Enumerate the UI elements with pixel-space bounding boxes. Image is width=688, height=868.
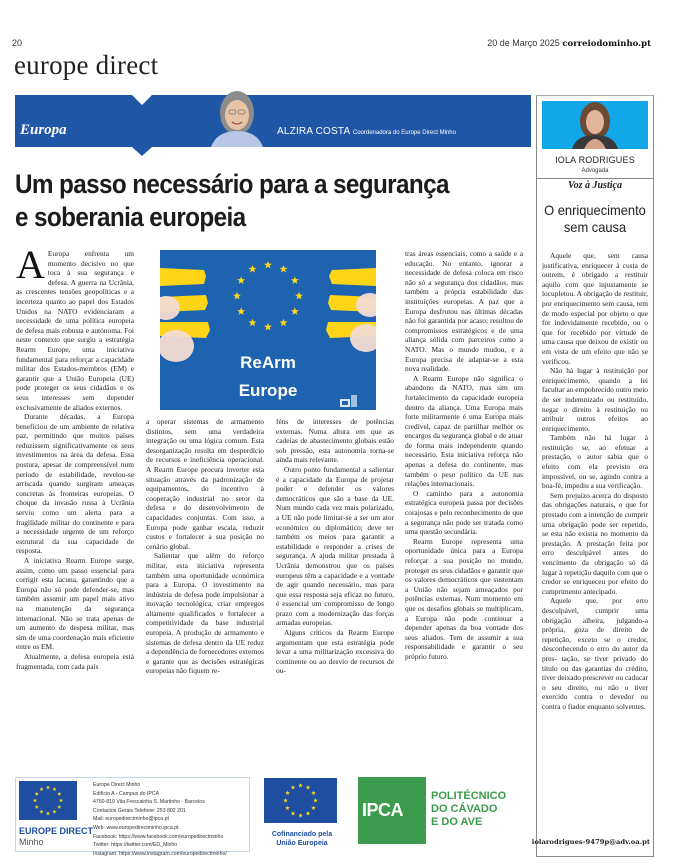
headline-line-2: e soberania europeia [15,202,246,232]
caption-line-2: União Europeia [276,840,328,847]
section-title: europe direct [14,50,159,80]
europe-direct-brand [19,826,93,848]
eu-flag-icon [19,781,77,820]
page-number: 20 [12,38,23,48]
date-line [487,38,651,49]
sidebar-email[interactable]: iolarodrigues-9479p@adv.oa.pt [531,838,650,846]
sidebar-title: O enriquecimento sem causa [544,202,646,235]
sidebar-author-name: IOLA RODRIGUES [555,155,635,165]
ipca-name-line: POLITÉCNICO [431,790,507,802]
article-headline [15,168,474,234]
brand-name: EUROPE DIRECT [19,826,94,836]
author-role: Coordenadora do Europe Direct Minho [352,130,456,136]
star-icon [311,806,316,810]
star-icon [311,791,316,795]
sidebar-paragraph: Aquele que, sem causa justificativa, enriquecer à custa de outrem, é obrigado a restituir aquilo com que injustamente se locupletou. A obrigação de restituir, por enriquecimento sem causa, tem de modo especial por objeto o que for indevidamente recebido, ou o que for recebido por virtude de uma causa que deixou de existir ou em vista de um efeito que não se verificou. [542,251,648,366]
article-paragraph: féns de interesses de potências externas. Numa altura em que as cadeias de abastecimento globais estão sob pressão, esta autonomia torna-se ainda mais relevante. [276,417,394,465]
star-icon [291,785,296,789]
article-paragraph: O caminho para a autonomia estratégica europeia passa por decisões corajosas e pelo reconhecimento de que a segurança não pode ser tratada como uma questão secundária. [405,488,523,537]
sidebar-divider [537,178,653,179]
brand-region: Minho [19,837,44,847]
article-paragraph: A Rearm Europe não significa o abandono da NATO, mas sim um fortalecimento da capacidade europeia dentro da aliança. Uma Europa mais forte militarmente é uma Europa mais credível, capaz de partilhar melhor os encargos da segurança global e de atuar de forma mais independente quando necessário. Esta iniciativa reforça não apenas a defesa do continente, mas também o peso político da UE nas relações internacionais. [405,373,523,489]
drop-cap: A [16,249,45,287]
headline-line-1: Um passo necessário para a segurança [15,169,449,199]
image-caption-line-1: ReArm [240,353,296,372]
ipca-full-name [431,790,506,829]
contact-line: 4750-810 Vila Frescainha S. Martinho - Barcelos [93,799,205,806]
star-icon [46,811,50,815]
contact-web[interactable]: Web: www.europedirectminho.ipca.pt [93,824,179,831]
author-byline [277,126,456,137]
column-banner [15,95,531,147]
article-paragraph [16,249,134,412]
sidebar-paragraph: Sem prejuízo acerca do disposto das obrigações naturais, o que for prestado com a intenção de cumprir uma obrigação pode ser repetido, se esta não existia no momento da prestação. A prestação feita por erro desculpável antes do vencimento da obrigação só dá lugar à repetição daquilo com que o credor se enriqueceu por efeito do cumprimento antecipado. [542,490,648,596]
star-icon [52,810,56,814]
caption-line-1: Cofinanciado pela [271,831,333,838]
article-paragraph: tras áreas essenciais, como a saúde e a educação. No entanto, ignorar a necessidade de defesa coloca em risco não só a segurança dos cidadãos, mas também a própria estabilidade das instituições europeias. A paz que a Europa desfrutou nas últimas décadas não foi garantida por acaso; resultou de compromissos estratégicos e de uma aliança sólida com parceiros como a NATO. Mas o mundo mudou, e a Europa precisa de adaptar-se a esta nova realidade. [405,249,523,374]
eu-cofinanced-caption [262,830,342,848]
contact-line: Europe Direct Minho [93,782,141,788]
article-column-1 [16,249,134,771]
article-paragraph: Durante décadas, a Europa beneficiou de um ambiente de relativa paz, permitindo que muitos países reduzissem significativamente os seus investimentos na área da defesa. Essa postura, apesar de compreensível num período de estabilidade, revelou-se arriscada quando surgiram ameaças concretas às fronteiras europeias. O choque da invasão russa à Ucrânia serviu como um alerta para a fragilidade militar do continente e para a necessidade urgente de um reforço estrutural da sua capacidade de resposta. [16,412,134,556]
star-icon [39,787,43,791]
star-icon [283,798,288,802]
banner-notch [132,95,152,105]
star-icon [285,806,290,810]
star-icon [306,811,311,815]
star-icon [313,798,318,802]
star-icon [306,785,311,789]
article-paragraph: a operar sistemas de armamento distintos, sem uma verdadeira integração ou uma lógica comum. Esta desorganização resulta em desperdício de recursos e ineficiência operacional. A Rearm Europe procura inverter esta situação através da padronização de equipamentos, do incentivo à cooperação industrial no setor da defesa e do desenvolvimento de capacidades conjuntas. Com isso, a Europa pode ganhar escala, reduzir custos e fortalecer a sua posição no cenário global. [146,417,264,551]
ipca-name-line: DO CÁVADO [431,803,498,815]
sidebar-rubric: Voz à Justiça [568,180,622,191]
author-photo [203,83,271,147]
banner-label: Europa [20,122,67,138]
sidebar-paragraph: Também não há lugar à restituição se, ao efetuar a prestação, o autor sabia que o efeito com ela previsto era impossível, ou se, agindo contra a boa-fé, impediu a sua verificação. [542,433,648,491]
star-icon [59,798,63,802]
ipca-name-line: E DO AVE [431,816,483,828]
star-icon [298,783,303,787]
rearm-europe-image [160,250,376,410]
article-paragraph: Rearm Europe representa uma oportunidade única para a Europa reforçar a sua posição no mundo, proteger os seus cidadãos e garantir que os valores democráticos que sustentam a União não sejam ameaçados por potências externas. Num momento em que os desafios globais se multiplicam, a Europa não pode continuar a depender apenas da boa vontade dos seus aliados. Tem de assumir a sua responsabilidade e garantir o seu próprio futuro. [405,536,523,661]
contact-facebook[interactable]: Facebook: https://www.facebook.com/europedirectminho [93,833,224,840]
article-paragraph: Outro ponto fundamental a salientar é a capacidade da Europa de projetar poder e defender os valores democráticos que são a base da UE. Num mundo cada vez mais polarizado, a UE não pode limitar-se a ser um ator económico ou diplomático; deve ter também os meios para garantir a estabilidade e responder a crises de segurança. A ajuda militar prestada à Ucrânia demonstrou que os países europeus têm a capacidade e a vontade de agir quando necessário, mas para que essa resposta seja eficaz no futuro, é essencial um compromisso de longo prazo com a modernização das forças armadas europeias. [276,464,394,628]
star-icon [57,805,61,809]
sidebar-text [542,251,648,831]
contact-line: Contactos Gerais Telefone: 253 802 201 [93,807,186,814]
contact-instagram[interactable]: Instagram: https://www.instagram.com/europedirectminho/ [93,850,227,857]
contact-line: Edifício A - Campus do IPCA [93,790,160,797]
article-column-4 [405,249,523,771]
article-paragraph: Atualmente, a defesa europeia está fragmentada, com cada país [16,651,134,671]
contact-twitter[interactable]: Twitter: https://twitter.com/ED_Minho [93,842,178,849]
article-paragraph: Salientar que além do reforço militar, esta iniciativa representa também uma oportunidade económica para a Europa. O investimento na indústria de defesa pode impulsionar a inovação tecnológica, criar empregos altamente qualificados e fortalecer a competitividade da base industrial europeia. A produção de armamento e sistemas de defesa dentro da UE reduz a dependência de fornecedores externos e garante que as decisões estratégicas europeias não fiquem re- [146,551,264,676]
eu-flag-icon [264,778,337,823]
article-column-2 [146,417,264,771]
article-paragraph: Alguns críticos da Rearm Europe argumentam que esta estratégia pode levar a uma militarização excessiva do continente ou ao desvio de recursos de ou- [276,628,394,676]
issue-date: 20 de Março 2025 [487,38,560,48]
star-icon [33,798,37,802]
star-icon [35,792,39,796]
star-icon [52,787,56,791]
article-column-3 [276,417,394,771]
site-link[interactable]: correiodominho.pt [562,39,651,49]
star-icon [39,810,43,814]
sidebar-author-photo [542,101,648,149]
image-caption-line-2: Europe [238,381,298,400]
star-icon [291,811,296,815]
star-icon [35,805,39,809]
sidebar-paragraph: Aquele que, por erro desculpável, cumprir uma obrigação alheira, julgando-a própria, goza de direito de repetição, exceto se o credor, desconhecendo o erro do autor da pres- tação, se tiver privado do título ou das garantias do crédito, tiver deixado prescrever ou caducar o seu direito, ou não o tiver exercido contra o devedor ou contra o fiador enquanto solventes. [542,596,648,711]
article-paragraph: A iniciativa Rearm Europe surge, assim, como um passo essencial para corrigir esta lacuna, garantindo que a Europa não só pode defender-se, mas também assumir um papel mais ativo na manutenção da segurança internacional. Não se trata apenas de um aumento de despesa militar, mas sim de uma coordenação mais eficiente entre os EM. [16,556,134,652]
contact-email[interactable]: Mail: europedirectminho@ipca.pt [93,816,169,823]
paragraph-text: Europa enfrenta um momento decisivo no que toca à sua segurança e defesa. A guerra na Ucrânia, as crescentes tensões geopolíticas e a incerteza quanto ao papel dos Estados Unidos na NATO evidenciaram a necessidade de uma política europeia de defesa mais robusta e autónoma. Foi neste contexto que surgiu a estratégia Rearm Europe, uma iniciativa fundamental para reforçar a capacidade militar dos Estados-membros (EM) e garantir que a União Europeia (UE) pode proteger os seus cidadãos e os seus interesses sem depender exclusivamente de aliados externos. [16,249,134,412]
banner-pointer [132,147,152,156]
star-icon [285,791,290,795]
star-icon [57,792,61,796]
europe-direct-contacts [93,781,227,858]
sidebar-author-role: Advogada [581,168,609,174]
author-name: ALZIRA COSTA [277,126,351,137]
star-icon [298,813,303,817]
sidebar-paragraph: Não há lugar à restituição por enriquecimento, quando a lei facultar ao empobrecido outro meio de ser indemnizado ou restituído, negar o direito à restituição ou atribuir outros efeitos ao enriquecimento. [542,366,648,433]
star-icon [46,785,50,789]
ipca-logo-text: IPCA [362,800,404,820]
